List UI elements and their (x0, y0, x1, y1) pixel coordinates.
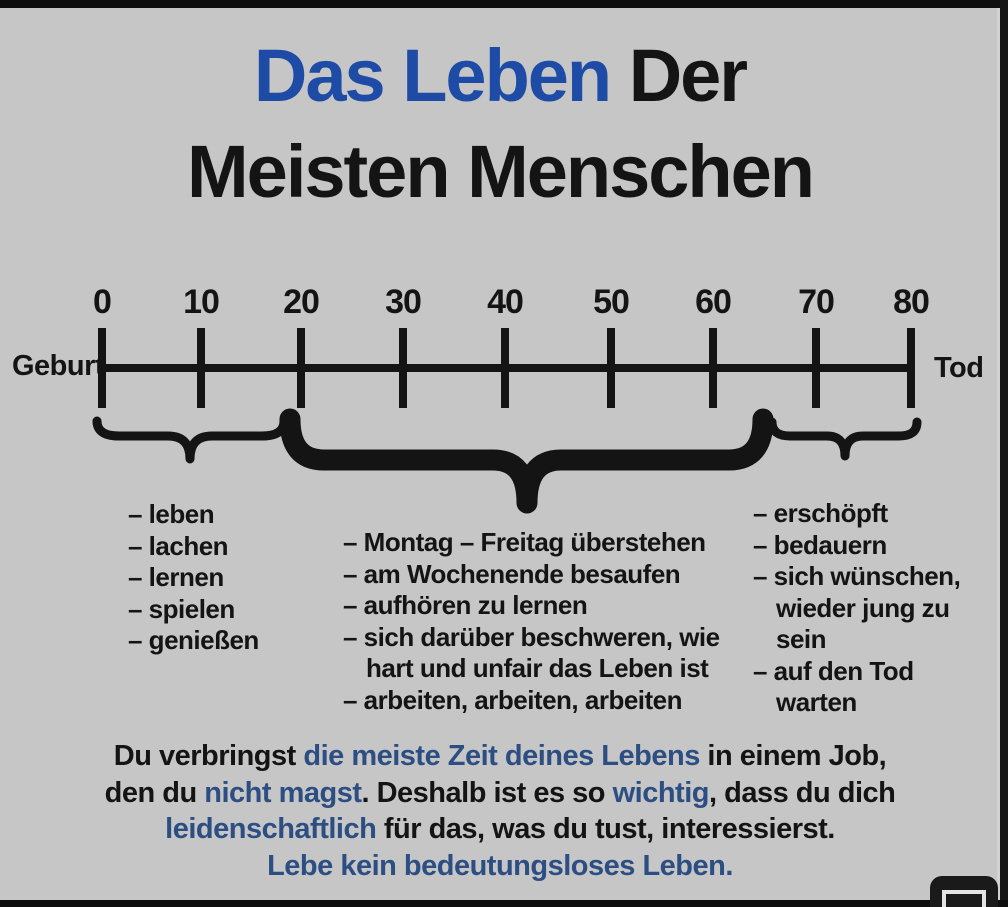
text-segment: , dass du dich (708, 776, 896, 809)
list-item: – sich wünschen, (753, 561, 961, 591)
text-segment: . Deshalb ist es so (361, 776, 613, 809)
highlighted-text-segment: wichtig (612, 776, 709, 809)
tick-label-50: 50 (593, 283, 629, 321)
list-item: – Montag – Freitag überstehen (343, 527, 706, 557)
paragraph-line-1 (0, 738, 1000, 775)
list-item: – sich darüber beschweren, wie (343, 621, 720, 652)
list-item: – leben (128, 499, 215, 529)
youth-activities-list (128, 499, 259, 657)
text-segment: den du (104, 776, 205, 809)
highlighted-text-segment: Lebe kein bedeutungsloses Leben. (267, 849, 733, 882)
fullscreen-icon[interactable] (930, 876, 998, 907)
tick-label-10: 10 (183, 283, 219, 321)
title-line1-blue-text: Das Leben (253, 34, 611, 117)
work-life-activities-list (343, 527, 720, 716)
title-line-2: Meisten Menschen (187, 130, 813, 213)
tick-label-60: 60 (695, 283, 731, 321)
list-item: – aufhören zu lernen (343, 590, 588, 620)
list-item: – lernen (128, 562, 224, 592)
list-item: – arbeiten, arbeiten, arbeiten (343, 684, 683, 715)
list-item-continuation: sein (776, 624, 827, 654)
list-item: – am Wochenende besaufen (343, 558, 681, 589)
list-item: – genießen (128, 625, 259, 655)
text-segment: für das, was du tust, interessierst. (376, 813, 835, 845)
text-segment: Du verbringst (113, 740, 304, 772)
list-item-continuation: hart und unfair das Leben ist (366, 653, 709, 683)
brace-youth (97, 421, 284, 459)
brace-old-age (772, 422, 917, 456)
tick-label-70: 70 (798, 283, 834, 321)
screen-outline-icon (942, 890, 986, 907)
highlighted-text-segment: die meiste Zeit deines Lebens (303, 740, 700, 772)
paragraph-line-2 (0, 775, 1000, 812)
list-item: – spielen (128, 593, 235, 624)
letterbox-bottom-bar (0, 900, 1008, 907)
closing-paragraph (0, 738, 1000, 884)
list-item: – lachen (128, 530, 229, 561)
title-line1-black-text: Der (610, 34, 747, 117)
text-segment: in einem Job, (699, 740, 887, 772)
highlighted-text-segment: nicht magst (204, 776, 362, 809)
tick-label-0: 0 (93, 283, 111, 321)
birth-label: Geburt (12, 350, 105, 382)
list-item: – bedauern (753, 529, 887, 560)
old-age-activities-list (753, 498, 960, 719)
paragraph-line-3 (0, 811, 1000, 848)
tick-label-80: 80 (893, 283, 929, 321)
list-item-continuation: warten (776, 687, 857, 717)
death-label: Tod (934, 352, 984, 384)
list-item-continuation: wieder jung zu (776, 592, 950, 623)
brace-work-life (290, 419, 763, 503)
tick-label-40: 40 (487, 283, 523, 321)
tick-label-20: 20 (283, 283, 319, 321)
right-edge-strip (1000, 0, 1008, 907)
tick-label-30: 30 (385, 283, 421, 321)
paragraph-line-4 (0, 848, 1000, 885)
list-item: – erschöpft (753, 498, 888, 528)
highlighted-text-segment: leidenschaftlich (165, 813, 377, 845)
list-item: – auf den Tod (753, 655, 914, 686)
